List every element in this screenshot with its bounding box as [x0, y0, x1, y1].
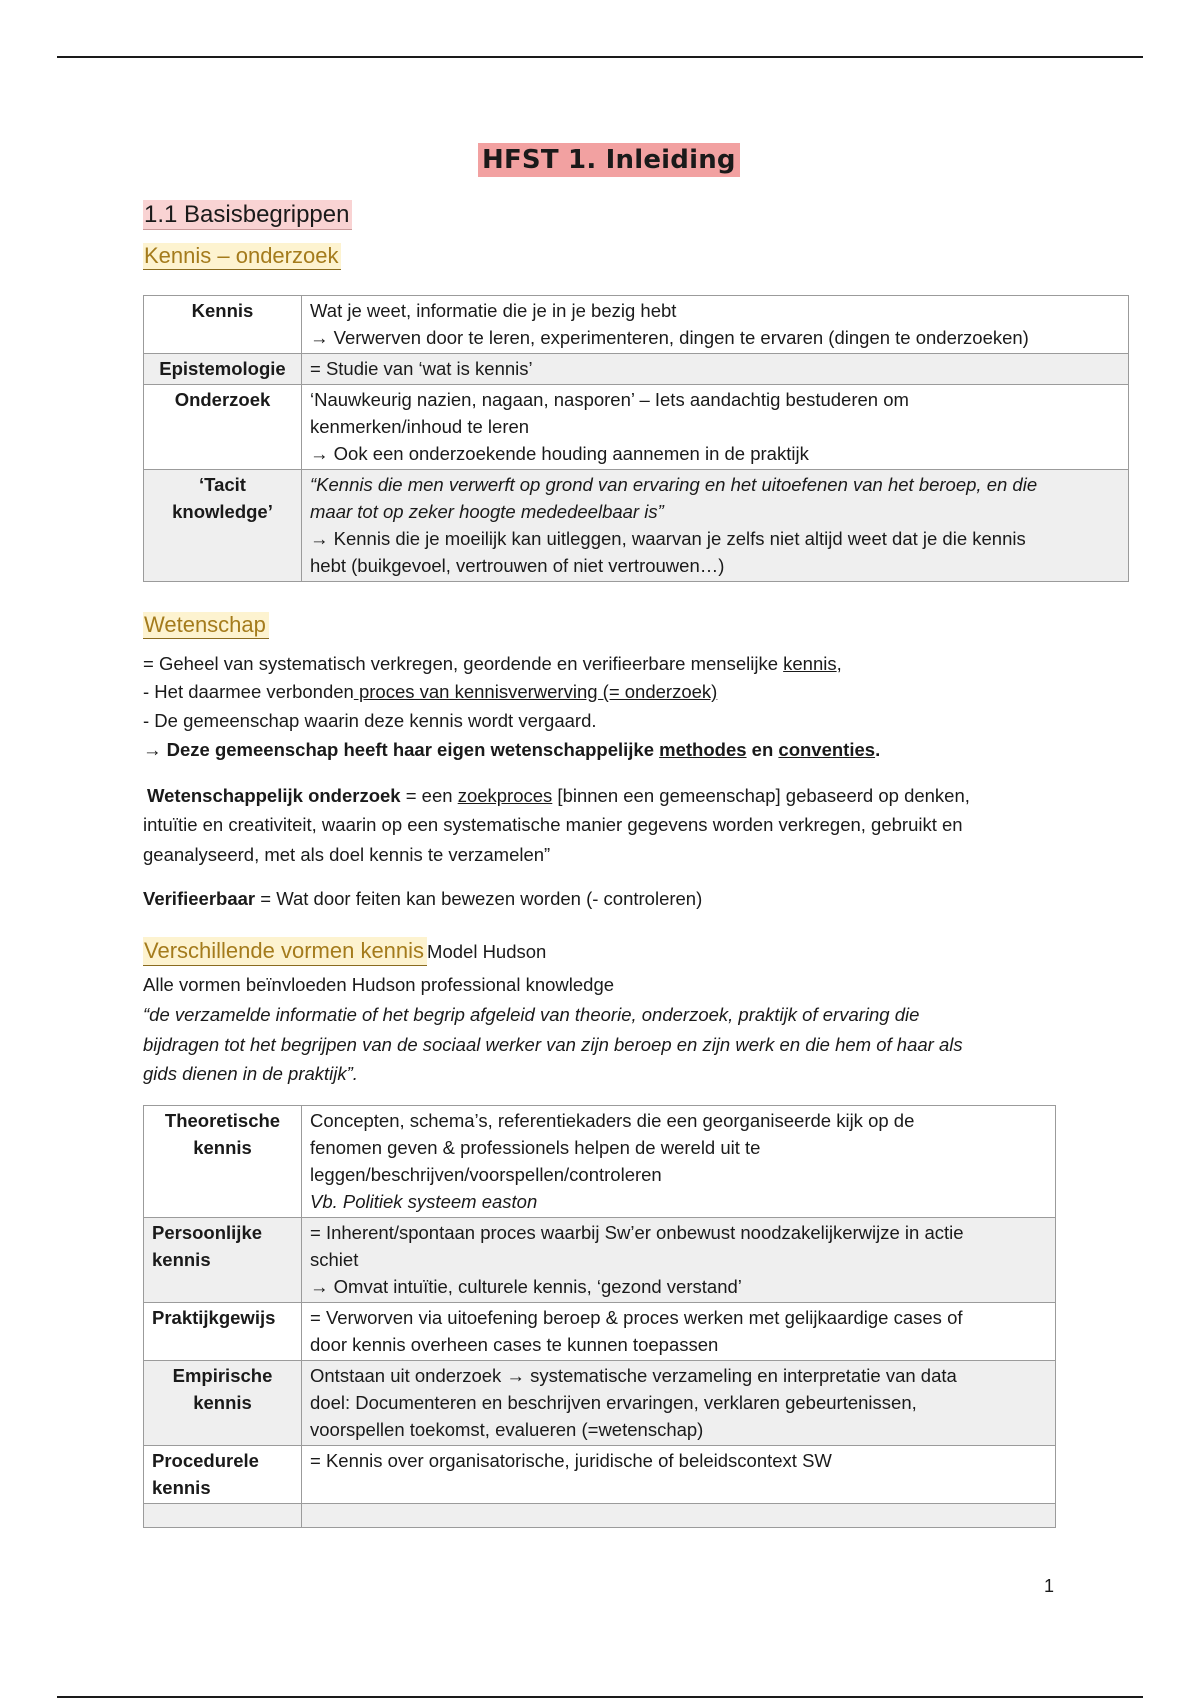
quote-line: gids dienen in de praktijk”.	[143, 1063, 358, 1084]
definition-line: “Kennis die men verwerft op grond van ervaring en het uitoefenen van het beroep, en die	[310, 474, 1038, 495]
definition-cell	[302, 385, 1129, 470]
paragraph-line: → Deze gemeenschap heeft haar eigen wetenschappelijke methodes en conventies.	[143, 739, 881, 760]
quote-line: “de verzamelde informatie of het begrip afgeleid van theorie, onderzoek, praktijk of ervaring die	[143, 1004, 920, 1025]
definition-cell	[302, 296, 1129, 354]
definition-line: Wat je weet, informatie die je in je bezig hebt	[310, 300, 677, 321]
table-row	[144, 470, 1129, 582]
definition-cell	[302, 1218, 1056, 1303]
table-row	[144, 296, 1129, 354]
definition-cell	[302, 470, 1129, 582]
subheading-verschillende-vormen: Verschillende vormen kennisModel Hudson	[143, 937, 546, 966]
table-vormen-kennis	[143, 1105, 1056, 1528]
definition-line: door kennis overheen cases te kunnen toepassen	[310, 1334, 719, 1355]
definition-cell	[302, 1361, 1056, 1446]
term-cell: Theoretische kennis	[144, 1106, 302, 1218]
definition-line: = Inherent/spontaan proces waarbij Sw’er onbewust noodzakelijkerwijze in actie	[310, 1222, 964, 1243]
definition-line: = Studie van ‘wat is kennis’	[310, 358, 533, 379]
paragraph-line: Wetenschappelijk onderzoek = een zoekproces [binnen een gemeenschap] gebaseerd op denken,	[147, 785, 970, 806]
term-cell: ‘Tacit knowledge’	[144, 470, 302, 582]
definition-line: kenmerken/inhoud te leren	[310, 416, 530, 437]
term-cell: Kennis	[144, 296, 302, 354]
subheading-kennis-onderzoek: Kennis – onderzoek	[143, 243, 341, 270]
definition-line: maar tot op zeker hoogte mededeelbaar is”	[310, 501, 664, 522]
definition-line: leggen/beschrijven/voorspellen/controleren	[310, 1164, 662, 1185]
paragraph-line: - De gemeenschap waarin deze kennis wordt vergaard.	[143, 710, 597, 731]
definition-line: = Kennis over organisatorische, juridische of beleidscontext SW	[310, 1450, 832, 1471]
footer-rule	[57, 1696, 1143, 1698]
definition-line: voorspellen toekomst, evalueren (=wetenschap)	[310, 1419, 704, 1440]
definition-line: Vb. Politiek systeem easton	[310, 1191, 538, 1212]
table-row	[144, 354, 1129, 385]
table-row	[144, 1446, 1056, 1504]
definition-line: schiet	[310, 1249, 359, 1270]
paragraph-line: geanalyseerd, met als doel kennis te verzamelen”	[143, 844, 551, 865]
definition-line: → Ook een onderzoekende houding aannemen in de praktijk	[310, 443, 809, 464]
term-cell: Empirische kennis	[144, 1361, 302, 1446]
definition-cell	[302, 1504, 1056, 1528]
definition-line: ‘Nauwkeurig nazien, nagaan, nasporen’ – Iets aandachtig bestuderen om	[310, 389, 909, 410]
definition-line: Concepten, schema’s, referentiekaders die een georganiseerde kijk op de	[310, 1110, 915, 1131]
paragraph-line: intuïtie en creativiteit, waarin op een systematische manier gegevens worden verkregen, gebruikt en	[143, 814, 963, 835]
chapter-title: HFST 1. Inleiding	[478, 143, 740, 177]
definition-cell	[302, 1106, 1056, 1218]
table-row	[144, 1218, 1056, 1303]
table-row	[144, 385, 1129, 470]
definition-cell	[302, 354, 1129, 385]
definition-line: → Verwerven door te leren, experimenteren, dingen te ervaren (dingen te onderzoeken)	[310, 327, 1029, 348]
term-cell: Onderzoek	[144, 385, 302, 470]
header-rule	[57, 56, 1143, 58]
subheading-wetenschap: Wetenschap	[143, 612, 269, 639]
term-cell	[144, 1504, 302, 1528]
paragraph-line: - Het daarmee verbonden proces van kennisverwerving (= onderzoek)	[143, 681, 718, 702]
definition-line: → Omvat intuïtie, culturele kennis, ‘gezond verstand’	[310, 1276, 742, 1297]
definition-cell	[302, 1303, 1056, 1361]
definition-line: Ontstaan uit onderzoek → systematische verzameling en interpretatie van data	[310, 1365, 957, 1386]
definition-cell	[302, 1446, 1056, 1504]
section-heading: 1.1 Basisbegrippen	[143, 200, 352, 230]
term-cell: Procedurele kennis	[144, 1446, 302, 1504]
table-row-empty	[144, 1504, 1056, 1528]
quote-line: bijdragen tot het begrijpen van de sociaal werker van zijn beroep en zijn werk en die hem of haar als	[143, 1034, 963, 1055]
definition-line: hebt (buikgevoel, vertrouwen of niet vertrouwen…)	[310, 555, 725, 576]
table-kennis	[143, 295, 1129, 582]
term-cell: Persoonlijke kennis	[144, 1218, 302, 1303]
definition-line: = Verworven via uitoefening beroep & proces werken met gelijkaardige cases of	[310, 1307, 963, 1328]
definition-line: doel: Documenteren en beschrijven ervaringen, verklaren gebeurtenissen,	[310, 1392, 917, 1413]
paragraph-line: = Geheel van systematisch verkregen, geordende en verifieerbare menselijke kennis,	[143, 653, 842, 674]
term-cell: Praktijkgewijs	[144, 1303, 302, 1361]
table-row	[144, 1106, 1056, 1218]
definition-line: fenomen geven & professionels helpen de wereld uit te	[310, 1137, 761, 1158]
page-number: 1	[1044, 1576, 1055, 1596]
table-row	[144, 1303, 1056, 1361]
table-row	[144, 1361, 1056, 1446]
definition-line: → Kennis die je moeilijk kan uitleggen, waarvan je zelfs niet altijd weet dat je die kennis	[310, 528, 1026, 549]
paragraph-line: Verifieerbaar = Wat door feiten kan bewezen worden (- controleren)	[143, 888, 703, 909]
paragraph-line: Alle vormen beïnvloeden Hudson professional knowledge	[143, 974, 615, 995]
term-cell: Epistemologie	[144, 354, 302, 385]
